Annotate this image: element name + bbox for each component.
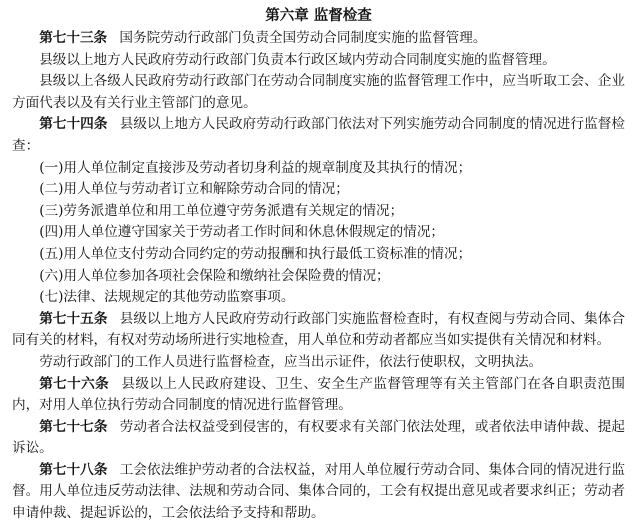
article-78-paragraph-1 <box>12 460 625 525</box>
article-74-item-5: (五)用人单位支付劳动合同约定的劳动报酬和执行最低工资标准的情况； <box>39 245 472 262</box>
article-75-text-1: 县级以上地方人民政府劳动行政部门实施监督检查时，有权查阅与劳动合同、集体合同有关的材料，有权对劳动场所进行实地检查，用人单位和劳动者都应当如实提供有关情况和材料。 <box>12 310 626 349</box>
article-73-text-1: 国务院劳动行政部门负责全国劳动合同制度实施的监督管理。 <box>119 30 487 46</box>
article-74-item-7: (七)法律、法规规定的其他劳动监察事项。 <box>39 289 295 306</box>
article-76-paragraph-1 <box>12 374 625 417</box>
article-75-number: 第七十五条 <box>39 310 108 327</box>
article-77-text-1: 劳动者合法权益受到侵害的，有权要求有关部门依法处理，或者依法申请仲裁、提起诉讼。 <box>12 418 626 457</box>
article-75-paragraph-1 <box>12 309 625 352</box>
article-78-number: 第七十八条 <box>39 461 108 478</box>
article-74-paragraph-intro <box>12 114 625 157</box>
article-76-text-1: 县级以上人民政府建设、卫生、安全生产监督管理等有关主管部门在各自职责范围内，对用人单位执行劳动合同制度的情况进行监督管理。 <box>12 375 625 414</box>
article-76-number: 第七十六条 <box>39 375 110 392</box>
article-77-paragraph-1 <box>12 417 625 460</box>
article-73-number: 第七十三条 <box>39 30 108 46</box>
article-74-item-6: (六)用人单位参加各项社会保险和缴纳社会保险费的情况； <box>39 267 390 284</box>
article-74-intro-text: 县级以上地方人民政府劳动行政部门依法对下列实施劳动合同制度的情况进行监督检查： <box>12 116 626 154</box>
article-74-number: 第七十四条 <box>39 116 108 133</box>
article-74-item-2: (二)用人单位与劳动者订立和解除劳动合同的情况； <box>39 181 349 198</box>
article-73-paragraph-1 <box>12 28 625 50</box>
article-73-paragraph-2: 县级以上地方人民政府劳动行政部门负责本行政区域内劳动合同制度实施的监督管理。 <box>39 51 556 68</box>
article-73-paragraph-3: 县级以上各级人民政府劳动行政部门在劳动合同制度实施的监督管理工作中，应当听取工会、企业方面代表以及有关行业主管部门的意见。 <box>12 73 625 111</box>
article-74-item-4: (四)用人单位遵守国家关于劳动者工作时间和休息休假规定的情况； <box>39 224 445 241</box>
article-78-text-1: 工会依法维护劳动者的合法权益，对用人单位履行劳动合同、集体合同的情况进行监督。用人单位违反劳动法律、法规和劳动合同、集体合同的，工会有权提出意见或者要求纠正；劳动者申请仲裁、提起诉讼的，工会依法给予支持和帮助。 <box>12 461 626 522</box>
article-74-item-1: (一)用人单位制定直接涉及劳动者切身利益的规章制度及其执行的情况； <box>39 159 472 176</box>
article-75-paragraph-2: 劳动行政部门的工作人员进行监督检查，应当出示证件，依法行使职权，文明执法。 <box>39 353 543 370</box>
chapter-title: 第六章 监督检查 <box>265 7 372 24</box>
article-77-number: 第七十七条 <box>39 418 108 435</box>
article-74-item-3: (三)劳务派遣单位和用工单位遵守劳务派遣有关规定的情况； <box>39 202 404 219</box>
